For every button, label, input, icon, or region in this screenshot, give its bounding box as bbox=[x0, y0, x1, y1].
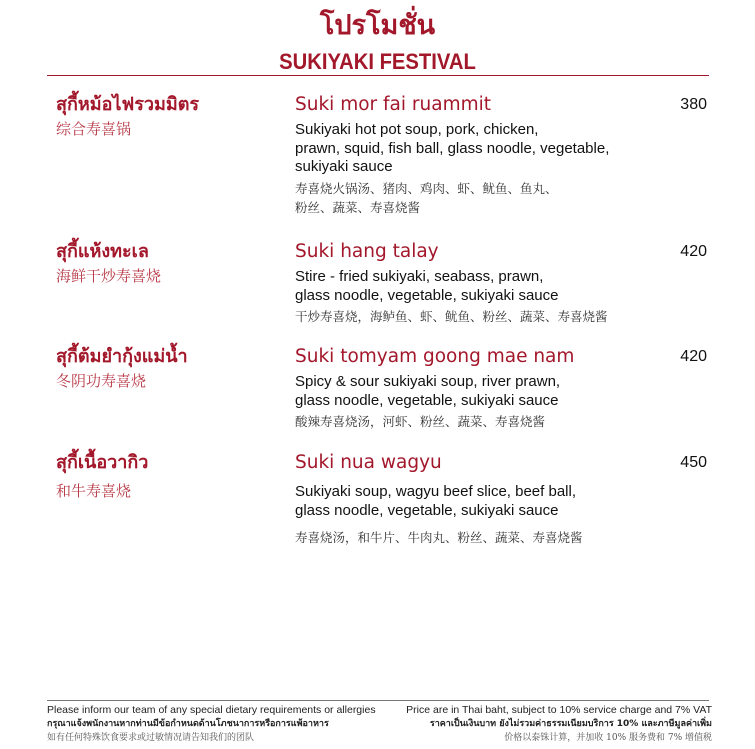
item-description-chinese: 寿喜烧火锅汤、猪肉、鸡肉、虾、鱿鱼、鱼丸、 粉丝、蔬菜、寿喜烧酱 bbox=[295, 180, 558, 215]
item-description-chinese: 干炒寿喜烧，海鲈鱼、虾、鱿鱼、粉丝、蔬菜、寿喜烧酱 bbox=[295, 309, 608, 324]
footer-price-notice bbox=[380, 704, 712, 745]
item-description: Sukiyaki soup, wagyu beef slice, beef ball, glass noodle, vegetable, sukiyaki sauce bbox=[295, 483, 576, 519]
item-chinese-name: 综合寿喜锅 bbox=[56, 120, 132, 138]
item-description: Stire - fried sukiyaki, seabass, prawn, glass noodle, vegetable, sukiyaki sauce bbox=[295, 268, 559, 304]
item-thai-name: สุกี้หม้อไฟรวมมิตร bbox=[56, 94, 200, 115]
item-description-chinese: 寿喜烧汤，和牛片、牛肉丸、粉丝、蔬菜、寿喜烧酱 bbox=[295, 530, 583, 545]
item-price: 420 bbox=[680, 348, 707, 365]
menu-header bbox=[0, 8, 755, 76]
item-thai-name: สุกี้ต้มยำกุ้งแม่น้ำ bbox=[56, 346, 188, 367]
item-price: 420 bbox=[680, 243, 707, 260]
page-title-thai: โปรโมชั่น bbox=[319, 10, 436, 41]
footer-divider bbox=[47, 700, 709, 701]
item-description: Sukiyaki hot pot soup, pork, chicken, prawn, squid, fish ball, glass noodle, vegetable, sukiyaki sauce bbox=[295, 121, 610, 175]
item-description-chinese: 酸辣寿喜烧汤，河虾、粉丝、蔬菜、寿喜烧酱 bbox=[295, 414, 546, 429]
item-description: Spicy & sour sukiyaki soup, river prawn, glass noodle, vegetable, sukiyaki sauce bbox=[295, 373, 561, 409]
item-chinese-name: 和牛寿喜烧 bbox=[56, 482, 132, 500]
allergy-notice-en: Please inform our team of any special dietary requirements or allergies bbox=[47, 704, 376, 716]
footer-allergy-notice bbox=[47, 704, 387, 745]
item-price: 450 bbox=[680, 454, 707, 471]
price-notice-en: Price are in Thai baht, subject to 10% service charge and 7% VAT bbox=[406, 704, 712, 716]
price-notice-cn: 价格以泰铢计算，并加收 10% 服务费和 7% 增值税 bbox=[504, 733, 712, 743]
item-english-name: Suki mor fai ruammit bbox=[295, 94, 492, 115]
item-price: 380 bbox=[680, 96, 707, 113]
item-english-name: Suki hang talay bbox=[295, 241, 439, 262]
item-chinese-name: 冬阴功寿喜烧 bbox=[56, 372, 147, 390]
item-english-name: Suki tomyam goong mae nam bbox=[295, 346, 575, 367]
item-chinese-name: 海鲜干炒寿喜烧 bbox=[56, 267, 162, 285]
item-thai-name: สุกี้เนื้อวากิว bbox=[56, 452, 149, 473]
item-thai-name: สุกี้แห้งทะเล bbox=[56, 241, 149, 262]
item-english-name: Suki nua wagyu bbox=[295, 452, 442, 473]
price-notice-th: ราคาเป็นเงินบาท ยังไม่รวมค่าธรรมเนียมบริการ 10% และภาษีมูลค่าเพิ่ม bbox=[429, 719, 712, 729]
header-divider bbox=[47, 75, 709, 76]
page-title: SUKIYAKI FESTIVAL bbox=[279, 49, 476, 74]
allergy-notice-th: กรุณาแจ้งพนักงานหากท่านมีข้อกำหนดด้านโภชนาการหรือการแพ้อาหาร bbox=[47, 719, 329, 729]
allergy-notice-cn: 如有任何特殊饮食要求或过敏情况请告知我们的团队 bbox=[47, 733, 255, 743]
